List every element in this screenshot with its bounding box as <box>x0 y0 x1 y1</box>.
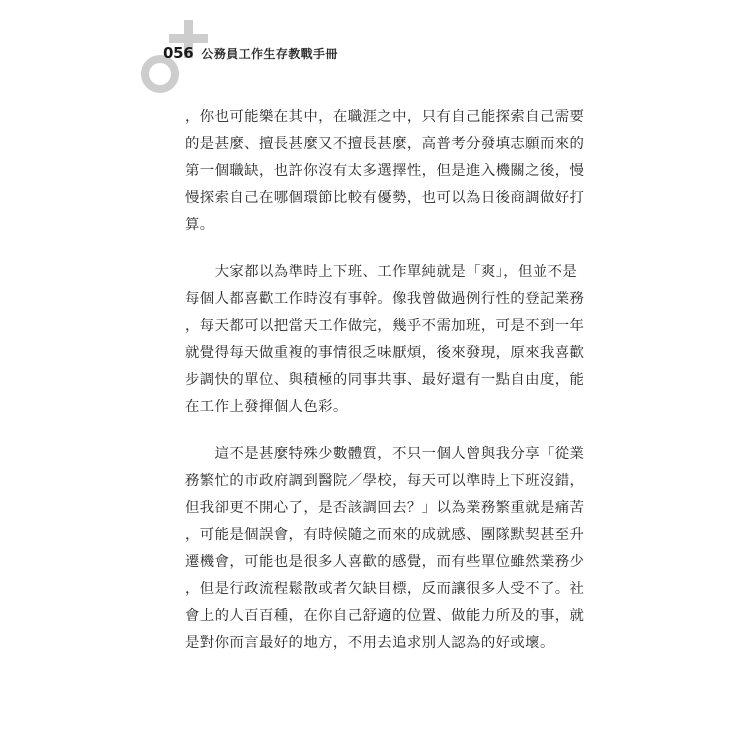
text-line: 算。 <box>185 217 215 233</box>
text-line: ，你也可能樂在其中，在職涯之中，只有自己能探索自己需要 <box>185 109 585 125</box>
paragraph-1 <box>185 104 585 239</box>
text-line: 是對你而言最好的地方，不用去追求別人認為的好或壞。 <box>185 635 555 651</box>
text-line: 務繁忙的市政府調到醫院／學校，每天可以準時上下班沒錯， <box>185 473 585 489</box>
text-line: 第一個職缺，也許你沒有太多選擇性，但是進入機關之後，慢 <box>185 163 585 179</box>
text-line: ，但是行政流程鬆散或者欠缺目標，反而讓很多人受不了。社 <box>185 581 585 597</box>
text-line: ，每天都可以把當天工作做完，幾乎不需加班，可是不到一年 <box>185 318 585 334</box>
paragraph-3 <box>185 441 585 657</box>
page-number: 056 <box>163 44 194 62</box>
body-text <box>185 104 585 657</box>
text-line: 大家都以為準時上下班、工作單純就是「爽」，但並不是 <box>185 264 578 280</box>
text-line: ，可能是個誤會，有時候隨之而來的成就感、團隊默契甚至升 <box>185 527 585 543</box>
text-line: 但我卻更不開心了，是否該調回去？」以為業務繁重就是痛苦 <box>185 500 585 516</box>
text-line: 會上的人百百種，在你自己舒適的位置、做能力所及的事，就 <box>185 608 585 624</box>
text-line: 就覺得每天做重複的事情很乏味厭煩，後來發現，原來我喜歡 <box>185 345 585 361</box>
page-header <box>163 44 338 62</box>
text-line: 步調快的單位、與積極的同事共事、最好還有一點自由度，能 <box>185 372 585 388</box>
text-line: 每個人都喜歡工作時沒有事幹。像我曾做過例行性的登記業務 <box>185 291 585 307</box>
text-line: 慢探索自己在哪個環節比較有優勢，也可以為日後商調做好打 <box>185 190 585 206</box>
book-title: 公務員工作生存教戰手冊 <box>201 47 338 61</box>
text-line: 這不是甚麼特殊少數體質，不只一個人曾與我分享「從業 <box>185 446 585 462</box>
text-line: 遷機會，可能也是很多人喜歡的感覺，而有些單位雖然業務少 <box>185 554 585 570</box>
text-line: 的是甚麼、擅長甚麼又不擅長甚麼，高普考分發填志願而來的 <box>185 136 585 152</box>
paragraph-2 <box>185 259 585 421</box>
text-line: 在工作上發揮個人色彩。 <box>185 399 348 415</box>
